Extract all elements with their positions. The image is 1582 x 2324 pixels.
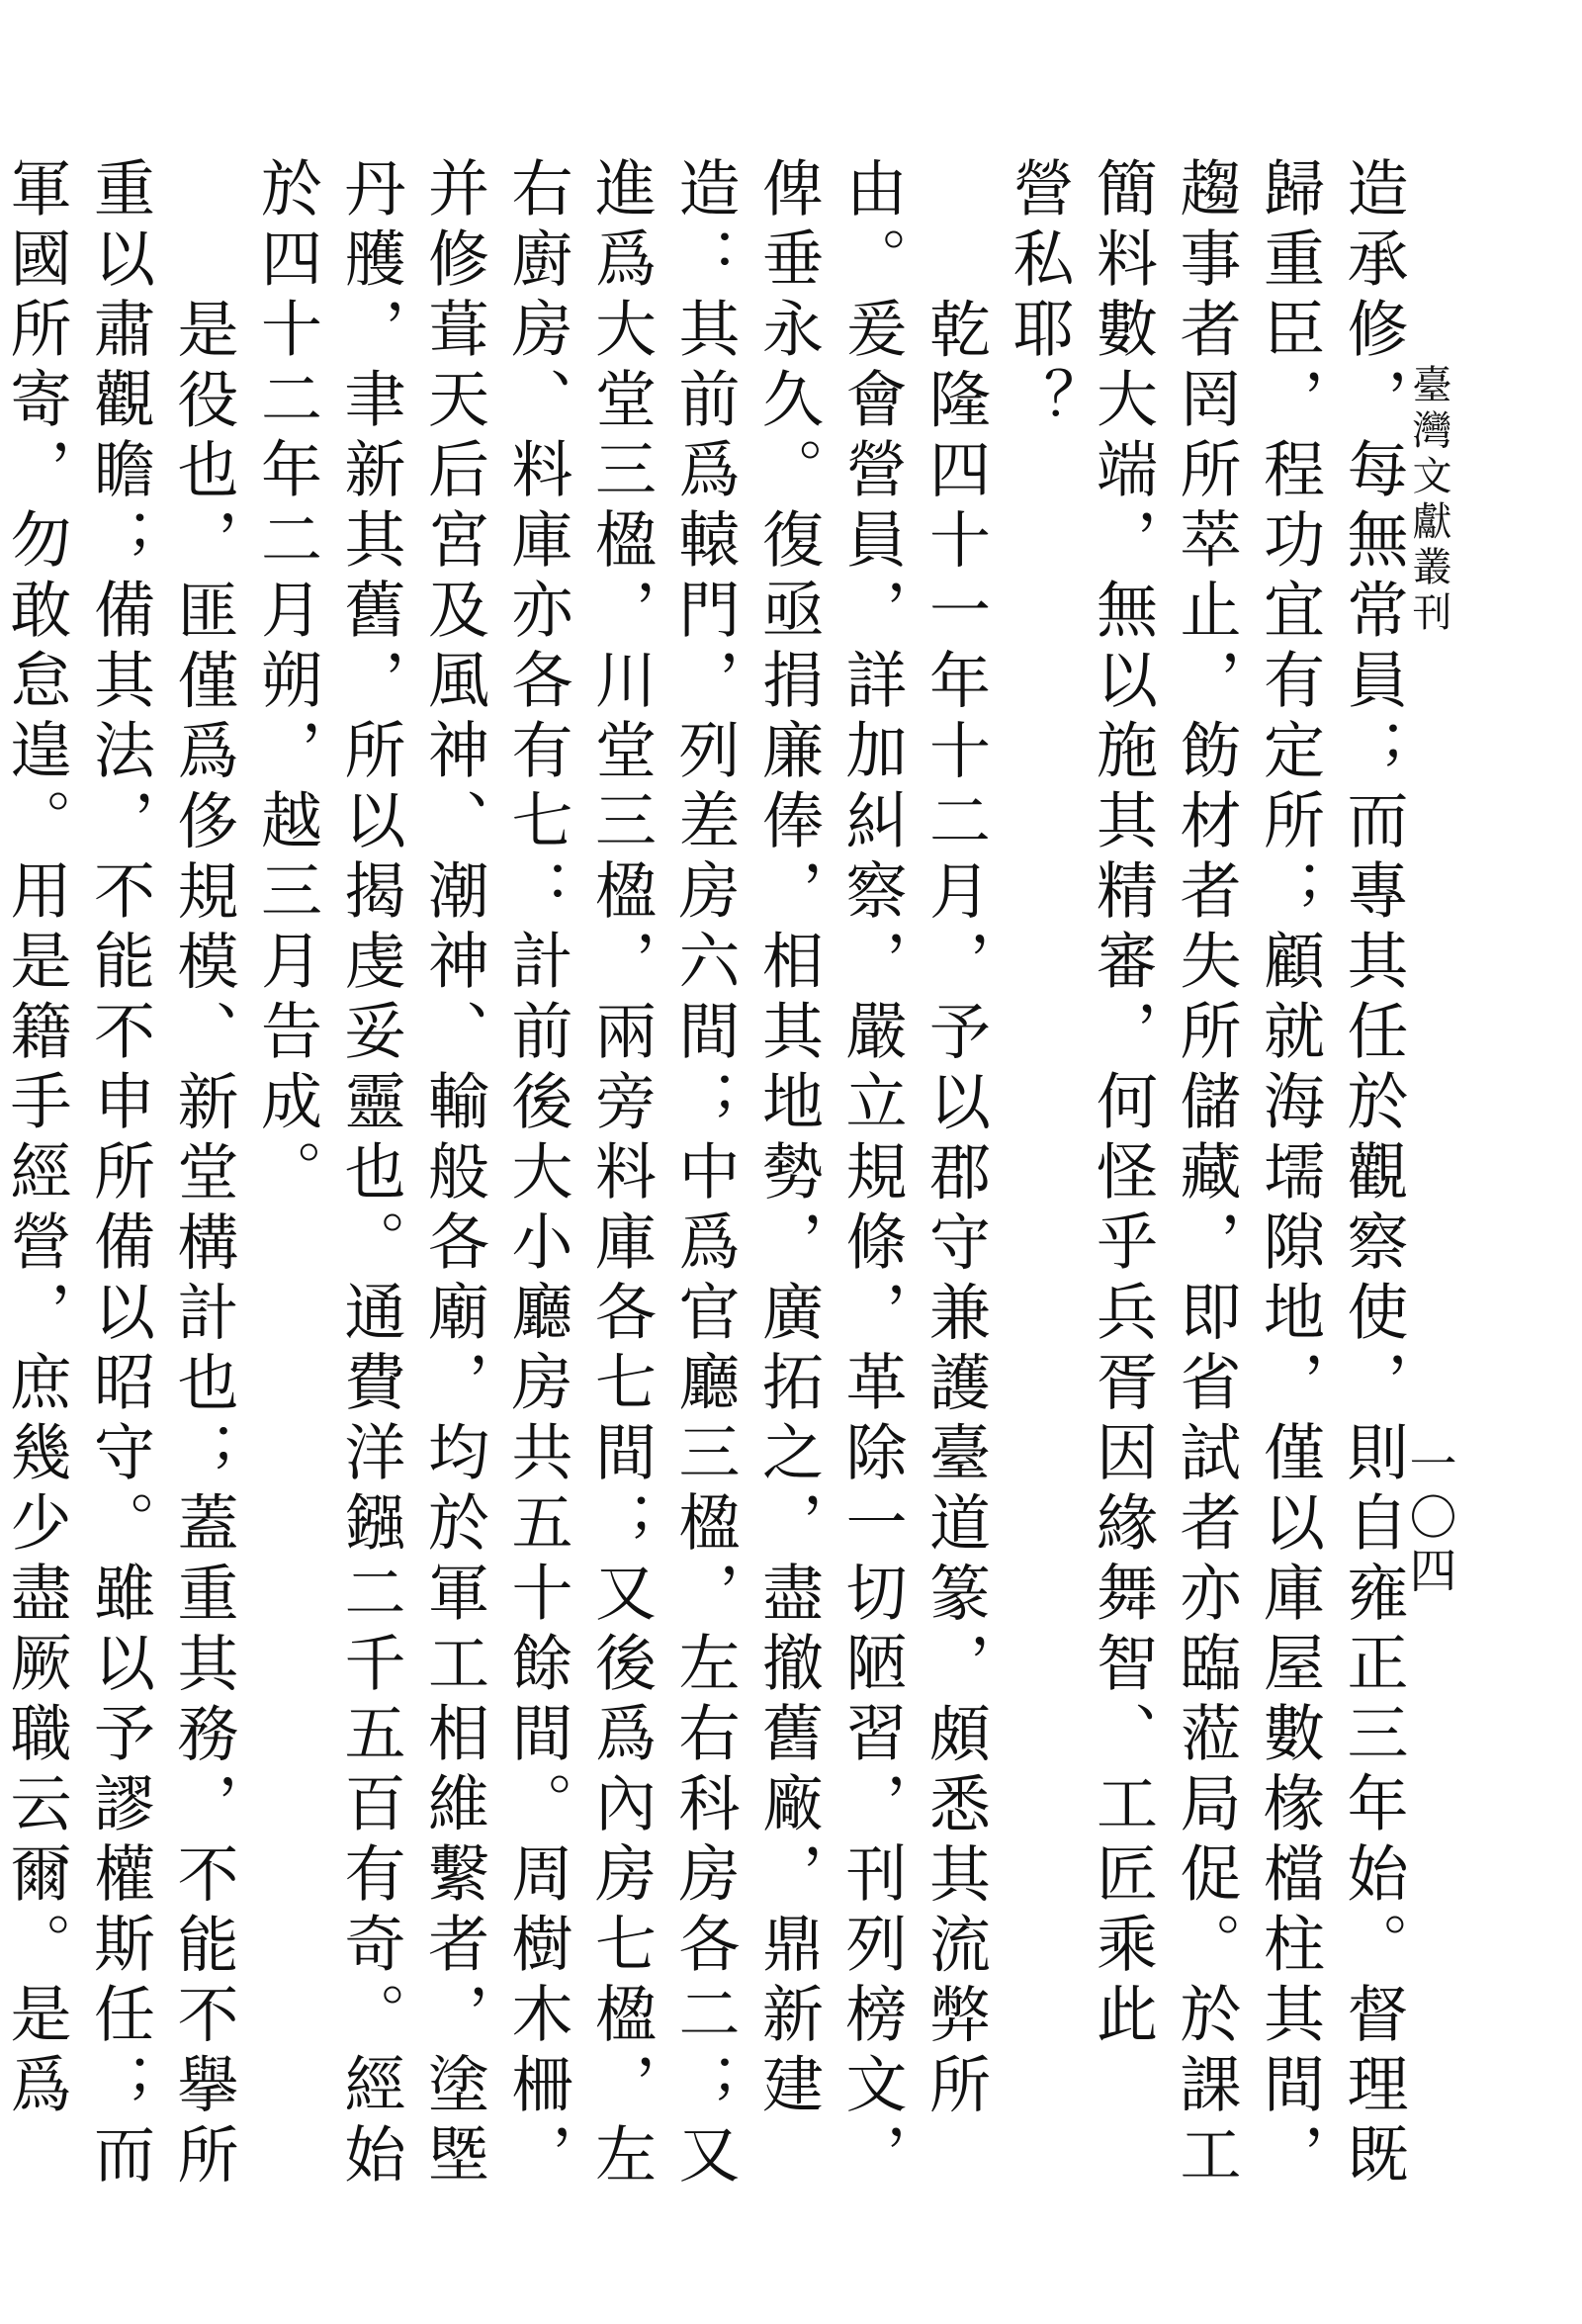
page-number: 一〇四	[1401, 1439, 1456, 1599]
paragraph-indent	[172, 156, 233, 298]
paragraph-3	[0, 156, 244, 2213]
paragraph-2	[244, 156, 997, 2213]
running-header-title: 臺灣文獻叢刊	[1406, 364, 1451, 637]
paragraph-2-text: 乾隆四十一年十二月，予以郡守兼護臺道篆，頗悉其流弊所由。爰會營員，詳加糾察，嚴立規條，革除一切陋習，刊列榜文，俾垂永久。復亟捐廉俸，相其地勢，廣拓之，盡撤舊廠，鼎新建造：其前爲轅門，列差房六間；中爲官廳三楹，左右科房各二；又進爲大堂三楹，川堂三楹，兩旁料庫各七間；又後爲內房七楹，左右廚房、料庫亦各有七：計前後大小廳房共五十餘間。周樹木柵，并修葺天后宮及風神、潮神、輸般各廟，均於軍工相維繫者，塗塈丹雘，聿新其舊，所以揭虔妥靈也。通費洋鏹二千五百有奇。經始於四十二年二月朔，越三月告成。	[250, 156, 992, 2192]
paragraph-1: 營私耶？	[1003, 156, 1075, 437]
paragraph-3-text: 是役也，匪僅爲侈規模、新堂構計也；蓋重其務，不能不擧所重以肅觀瞻；備其法，不能不申所備以昭守。雖以予謬權斯任；而軍國所寄，勿敢怠遑。用是籍手經營，庶幾少盡厥職云爾。是爲	[0, 156, 239, 2193]
continued-paragraph: 造承修，每無常員；而專其任於觀察使，則自雍正三年始。督理既歸重臣，程功宜有定所；顧就海壖隙地，僅以庫屋數椽檔柱其間，趨事者罔所萃止，飭材者失所儲藏，即省試者亦臨蒞局促。於課工簡料數大端，無以施其精審，何怪乎兵胥因緣舞智、工匠乘此	[1086, 156, 1409, 2192]
paragraph-indent	[924, 156, 986, 298]
vertical-text-body	[0, 156, 1414, 2213]
